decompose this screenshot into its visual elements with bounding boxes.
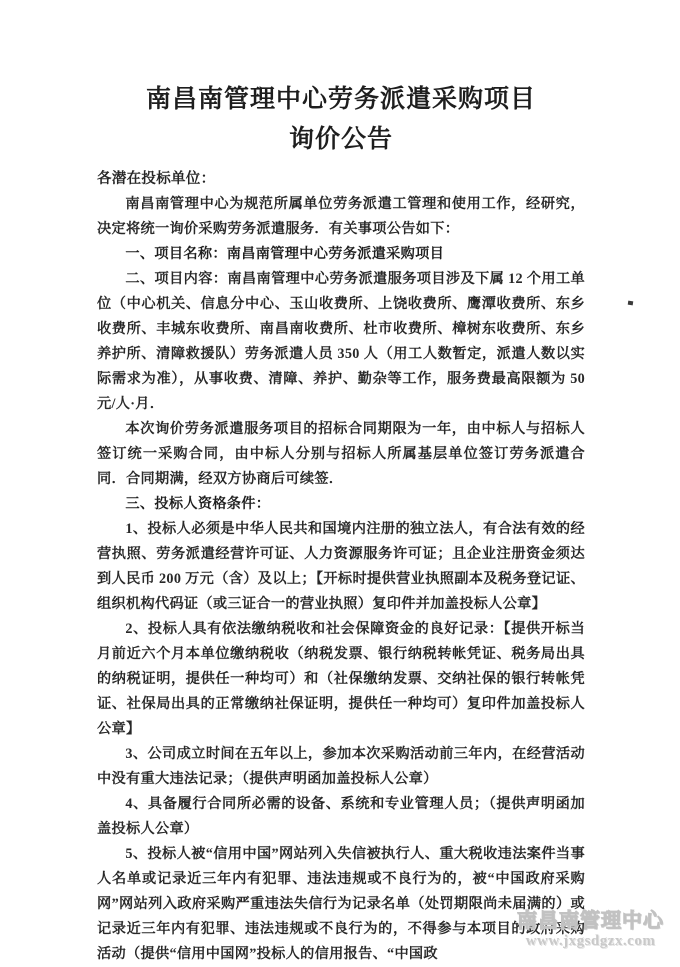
section-1-project-name: 一、项目名称：南昌南管理中心劳务派遣采购项目 [125, 246, 445, 262]
intro-paragraph: 南昌南管理中心为规范所属单位劳务派遣工管理和使用工作，经研究，决定将统一询价采购劳务派遣服务．有关事项公告如下： [97, 196, 585, 237]
document-title-line2: 询价公告 [288, 126, 393, 153]
watermark [517, 910, 664, 950]
scan-artifact-speck [628, 301, 634, 306]
qualification-item-1: 1、投标人必须是中华人民共和国境内注册的独立法人，有合法有效的经营执照、劳务派遣经营许可证、人力资源服务许可证；且企业注册资金须达到人民币 200 万元（含）及以上；【开标时提供营业执照副本及税务登记证、组织机构代码证（或三证合一的营业执照）复印件并加盖投标人公章】 [97, 521, 585, 612]
watermark-url: www.jxgsdgzx.com [525, 932, 656, 949]
document-title [97, 80, 585, 160]
document-title-line1: 南昌南管理中心劳务派遣采购项目 [145, 86, 536, 113]
watermark-org-name: 南昌南管理中心 [517, 909, 664, 932]
qualification-item-4: 4、具备履行合同所必需的设备、系统和专业管理人员；（提供声明函加盖投标人公章） [97, 796, 585, 837]
contract-term-paragraph: 本次询价劳务派遣服务项目的招标合同期限为一年，由中标人与招标人签订统一采购合同，由中标人分别与招标人所属基层单位签订劳务派遣合同．合同期满，经双方协商后可续签． [97, 421, 585, 487]
qualification-item-2: 2、投标人具有依法缴纳税收和社会保障资金的良好记录：【提供开标当月前近六个月本单位缴纳税收（纳税发票、银行纳税转帐凭证、税务局出具的纳税证明，提供任一种均可）和（社保缴纳发票、交纳社保的银行转帐凭证、社保局出具的正常缴纳社保证明，提供任一种均可）复印件加盖投标人公章】 [97, 621, 585, 737]
salutation: 各潜在投标单位： [97, 171, 216, 187]
qualification-item-3: 3、公司成立时间在五年以上，参加本次采购活动前三年内，在经营活动中没有重大违法记录；（提供声明函加盖投标人公章） [97, 746, 585, 787]
section-3-qualification-heading: 三、投标人资格条件： [125, 496, 271, 512]
document-page [97, 80, 585, 967]
qualification-item-5: 5、投标人被“信用中国”网站列入失信被执行人、重大税收违法案件当事人名单或记录近三年内有犯罪、违法违规或不良行为的，被“中国政府采购网”网站列入政府采购严重违法失信行为记录名单（处罚期限尚未届满的）或记录近三年内有犯罪、违法违规或不良行为的，不得参与本项目的政府采购活动（提供“信用中国网”投标人的信用报告、“中国政 [97, 846, 585, 962]
section-2-project-content: 二、项目内容：南昌南管理中心劳务派遣服务项目涉及下属 12 个用工单位（中心机关、信息分中心、玉山收费所、上饶收费所、鹰潭收费所、东乡收费所、丰城东收费所、南昌南收费所、杜市收费所、樟树东收费所、东乡养护所、清障救援队）劳务派遣人员 350 人（用工人数暂定，派遣人数以实际需求为准），从事收费、清障、养护、勤杂等工作，服务费最高限额为 50 元/人·月． [97, 271, 585, 412]
